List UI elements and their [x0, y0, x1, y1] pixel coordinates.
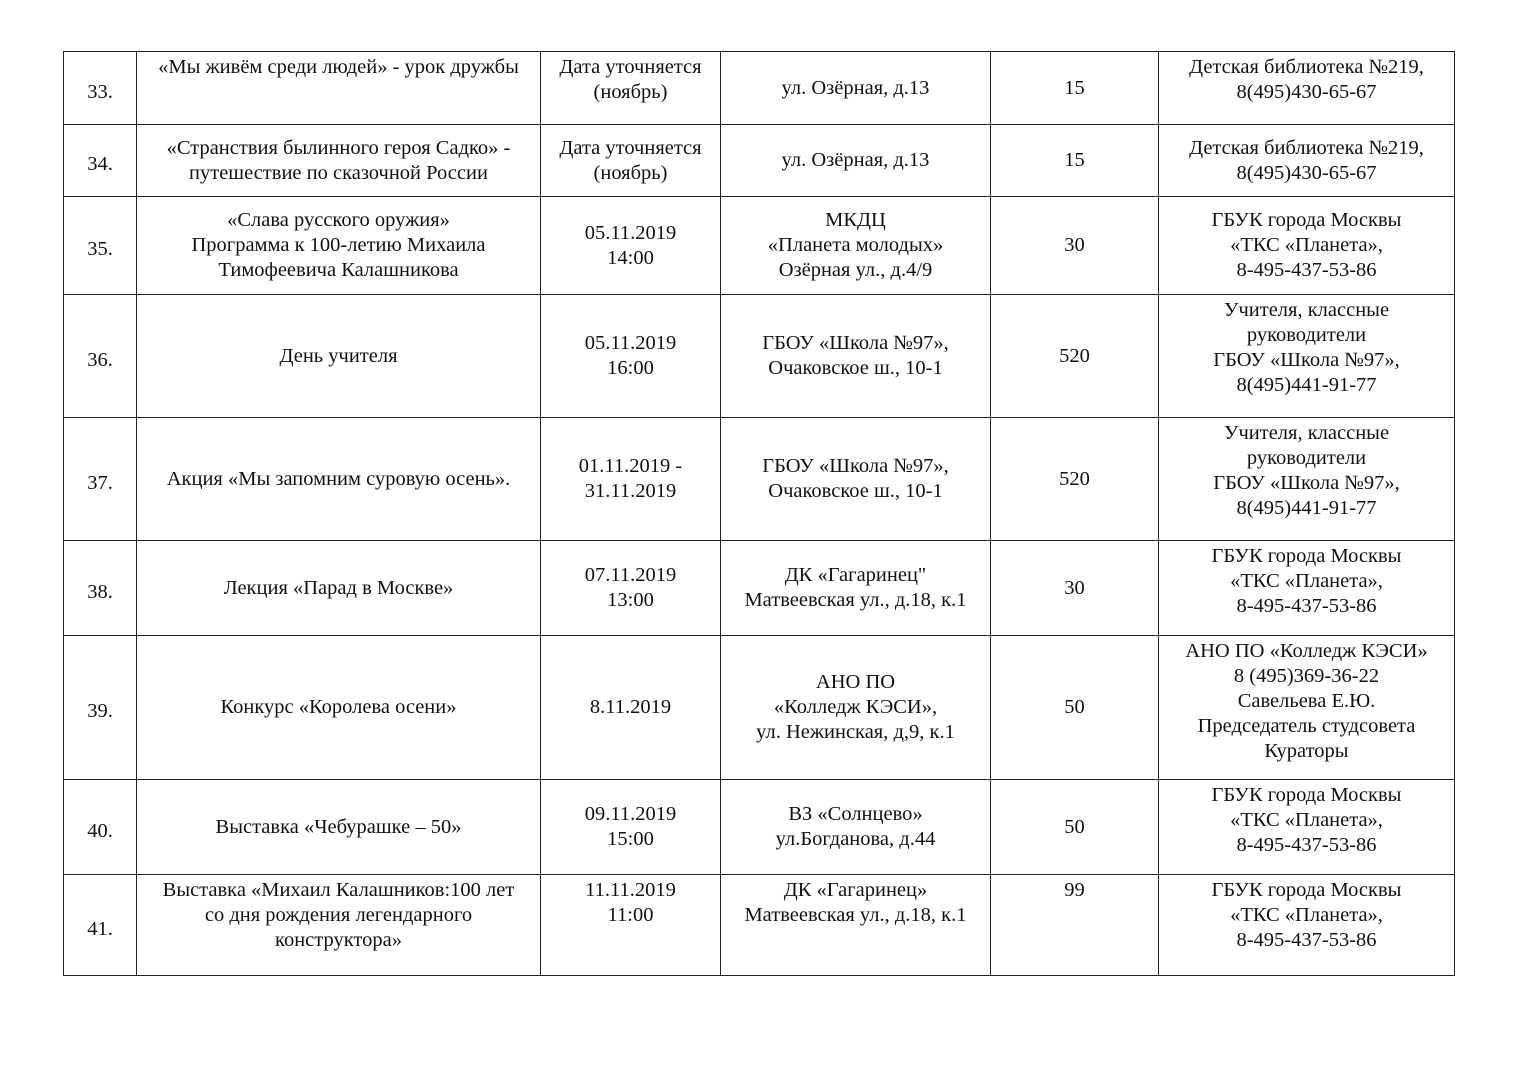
organizer-contact-line: руководители: [1246, 324, 1367, 346]
event-date-cell: [541, 418, 721, 541]
event-date-line: 11:00: [607, 904, 654, 926]
participant-count-cell: [991, 295, 1159, 418]
event-title-cell: [137, 125, 541, 197]
participant-count-cell: [991, 636, 1159, 780]
event-place-line: ДК «Гагаринец»: [783, 879, 928, 901]
event-place-cell: [721, 197, 991, 295]
event-date-line: 8.11.2019: [589, 696, 672, 718]
event-number-cell: [64, 875, 137, 976]
organizer-contact-line: «ТКС «Планета»,: [1230, 570, 1383, 592]
participant-count-cell: [991, 125, 1159, 197]
event-number: 39.: [87, 700, 113, 722]
event-place-cell: [721, 636, 991, 780]
organizer-contact-line: Учителя, классные: [1223, 299, 1390, 321]
event-title-line: День учителя: [279, 344, 398, 367]
event-title-line: Программа к 100-летию Михаила: [191, 234, 486, 256]
event-place-line: «Планета молодых»: [767, 234, 944, 256]
event-number-cell: [64, 636, 137, 780]
participant-count: 520: [1059, 467, 1090, 490]
event-place-cell: [721, 295, 991, 418]
participant-count: 50: [1064, 815, 1085, 838]
event-place-cell: [721, 875, 991, 976]
organizer-contact-cell: [1159, 541, 1455, 636]
event-place-line: Матвеевская ул., д.18, к.1: [744, 589, 967, 611]
event-date-cell: [541, 197, 721, 295]
organizer-contact-cell: [1159, 418, 1455, 541]
event-number: 36.: [87, 348, 113, 371]
organizer-contact-line: Детская библиотека №219,: [1189, 56, 1424, 78]
event-date-cell: [541, 636, 721, 780]
organizer-contact-line: Кураторы: [1264, 740, 1349, 762]
event-place-cell: [721, 418, 991, 541]
event-number: 34.: [87, 153, 113, 175]
event-title-line: со дня рождения легендарного: [204, 904, 473, 926]
participant-count-cell: [991, 197, 1159, 295]
participant-count: 15: [1064, 76, 1085, 99]
organizer-contact-cell: [1159, 197, 1455, 295]
event-place-line: ул. Нежинская, д,9, к.1: [756, 721, 955, 743]
event-place-line: ГБОУ «Школа №97»,: [762, 332, 949, 354]
event-title-line: Акция «Мы запомним суровую осень».: [166, 467, 511, 490]
event-date-cell: [541, 875, 721, 976]
event-title-line: Выставка «Михаил Калашников:100 лет: [162, 879, 515, 901]
organizer-contact-line: «ТКС «Планета»,: [1230, 809, 1383, 831]
table-row: [64, 780, 1455, 875]
organizer-contact-cell: [1159, 295, 1455, 418]
event-number-cell: [64, 52, 137, 125]
organizer-contact-line: Савельева Е.Ю.: [1237, 690, 1376, 712]
event-date-cell: [541, 541, 721, 636]
event-title-line: Тимофеевича Калашникова: [218, 259, 459, 281]
organizer-contact-line: руководители: [1246, 447, 1367, 469]
organizer-contact-line: 8-495-437-53-86: [1236, 595, 1377, 617]
event-title-line: «Слава русского оружия»: [227, 209, 450, 231]
organizer-contact-line: 8(495)430-65-67: [1236, 161, 1377, 184]
event-number: 37.: [87, 471, 113, 494]
event-place-line: Матвеевская ул., д.18, к.1: [744, 904, 967, 926]
participant-count-cell: [991, 780, 1159, 875]
participant-count: 99: [1064, 879, 1085, 901]
event-title-cell: [137, 636, 541, 780]
organizer-contact-cell: [1159, 636, 1455, 780]
event-date-line: (ноябрь): [593, 81, 668, 103]
event-place-line: Очаковское ш., 10-1: [768, 357, 943, 379]
event-place-cell: [721, 780, 991, 875]
event-number: 40.: [87, 819, 113, 842]
organizer-contact-line: 8-495-437-53-86: [1236, 259, 1377, 281]
table-row: [64, 52, 1455, 125]
organizer-contact-cell: [1159, 125, 1455, 197]
organizer-contact-line: Учителя, классные: [1223, 422, 1390, 444]
event-date-line: (ноябрь): [593, 161, 668, 184]
participant-count-cell: [991, 52, 1159, 125]
event-date-line: 15:00: [607, 828, 654, 850]
organizer-contact-line: «ТКС «Планета»,: [1230, 904, 1383, 926]
organizer-contact-line: 8-495-437-53-86: [1236, 834, 1377, 856]
organizer-contact-line: «ТКС «Планета»,: [1230, 234, 1383, 256]
event-date-line: 07.11.2019: [584, 564, 677, 586]
event-date-cell: [541, 295, 721, 418]
event-number-cell: [64, 197, 137, 295]
event-place-line: МКДЦ: [825, 209, 886, 231]
event-title-line: Конкурс «Королева осени»: [220, 696, 457, 718]
event-date-cell: [541, 780, 721, 875]
organizer-contact-line: ГБУК города Москвы: [1211, 784, 1402, 806]
participant-count-cell: [991, 541, 1159, 636]
event-title-line: Лекция «Парад в Москве»: [223, 576, 454, 599]
event-date-line: 11.11.2019: [585, 879, 676, 901]
event-date-line: 31.11.2019: [584, 480, 677, 502]
event-date-line: 05.11.2019: [584, 221, 677, 244]
table-row: [64, 636, 1455, 780]
event-place-line: ул.Богданова, д.44: [775, 828, 936, 850]
event-title-cell: [137, 780, 541, 875]
event-date-line: 05.11.2019: [584, 332, 677, 354]
event-number-cell: [64, 780, 137, 875]
events-table-body: [64, 52, 1455, 976]
event-number-cell: [64, 125, 137, 197]
participant-count: 520: [1059, 344, 1090, 367]
event-title-line: Выставка «Чебурашке – 50»: [215, 815, 462, 838]
table-row: [64, 875, 1455, 976]
organizer-contact-line: 8-495-437-53-86: [1236, 929, 1377, 951]
organizer-contact-line: ГБУК города Москвы: [1211, 209, 1402, 231]
event-place-line: ВЗ «Солнцево»: [788, 803, 923, 825]
event-date-line: Дата уточняется: [559, 56, 702, 78]
organizer-contact-cell: [1159, 875, 1455, 976]
event-place-line: Очаковское ш., 10-1: [768, 480, 943, 502]
table-row: [64, 197, 1455, 295]
event-number: 38.: [87, 580, 113, 603]
organizer-contact-line: 8(495)441-91-77: [1236, 497, 1377, 519]
event-title-cell: [137, 418, 541, 541]
table-row: [64, 125, 1455, 197]
event-number-cell: [64, 418, 137, 541]
event-number: 35.: [87, 238, 113, 260]
organizer-contact-line: ГБУК города Москвы: [1211, 545, 1402, 567]
event-place-line: Озёрная ул., д.4/9: [778, 259, 933, 281]
organizer-contact-line: ГБОУ «Школа №97»,: [1213, 349, 1400, 371]
events-table: [63, 51, 1455, 976]
event-date-line: 01.11.2019 -: [578, 455, 683, 477]
event-date-cell: [541, 125, 721, 197]
event-place-line: ДК «Гагаринец": [784, 564, 927, 586]
participant-count: 30: [1064, 234, 1085, 256]
event-place-cell: [721, 52, 991, 125]
event-title-line: конструктора»: [275, 929, 402, 951]
event-place-line: «Колледж КЭСИ»,: [773, 696, 938, 718]
organizer-contact-cell: [1159, 52, 1455, 125]
event-place-line: ул. Озёрная, д.13: [781, 76, 930, 99]
table-row: [64, 295, 1455, 418]
event-place-line: ГБОУ «Школа №97»,: [762, 455, 949, 477]
organizer-contact-line: Детская библиотека №219,: [1189, 136, 1424, 159]
event-number: 41.: [87, 917, 113, 940]
organizer-contact-line: 8 (495)369-36-22: [1233, 665, 1380, 687]
event-number: 33.: [87, 80, 113, 103]
participant-count-cell: [991, 418, 1159, 541]
event-title-line: «Странствия былинного героя Садко» -: [166, 136, 511, 159]
event-date-cell: [541, 52, 721, 125]
event-place-cell: [721, 541, 991, 636]
organizer-contact-line: 8(495)441-91-77: [1236, 374, 1377, 396]
participant-count: 30: [1064, 576, 1085, 599]
participant-count-cell: [991, 875, 1159, 976]
event-place-line: АНО ПО: [815, 671, 896, 693]
event-title-line: «Мы живём среди людей» - урок дружбы: [158, 56, 519, 78]
event-date-line: Дата уточняется: [559, 136, 702, 159]
event-place-line: ул. Озёрная, д.13: [781, 149, 930, 171]
event-title-line: путешествие по сказочной России: [189, 161, 488, 184]
event-title-cell: [137, 875, 541, 976]
event-date-line: 16:00: [607, 357, 654, 379]
event-number-cell: [64, 295, 137, 418]
organizer-contact-cell: [1159, 780, 1455, 875]
table-row: [64, 418, 1455, 541]
organizer-contact-line: АНО ПО «Колледж КЭСИ»: [1185, 640, 1428, 662]
event-title-cell: [137, 541, 541, 636]
event-date-line: 09.11.2019: [584, 803, 677, 825]
event-title-cell: [137, 197, 541, 295]
event-title-cell: [137, 295, 541, 418]
participant-count: 15: [1064, 149, 1085, 171]
participant-count: 50: [1064, 696, 1085, 718]
organizer-contact-line: 8(495)430-65-67: [1236, 81, 1377, 103]
organizer-contact-line: ГБУК города Москвы: [1211, 879, 1402, 901]
organizer-contact-line: ГБОУ «Школа №97»,: [1213, 472, 1400, 494]
event-place-cell: [721, 125, 991, 197]
table-row: [64, 541, 1455, 636]
organizer-contact-line: Председатель студсовета: [1197, 715, 1416, 737]
event-date-line: 14:00: [607, 246, 654, 269]
event-number-cell: [64, 541, 137, 636]
event-title-cell: [137, 52, 541, 125]
event-date-line: 13:00: [607, 589, 654, 611]
